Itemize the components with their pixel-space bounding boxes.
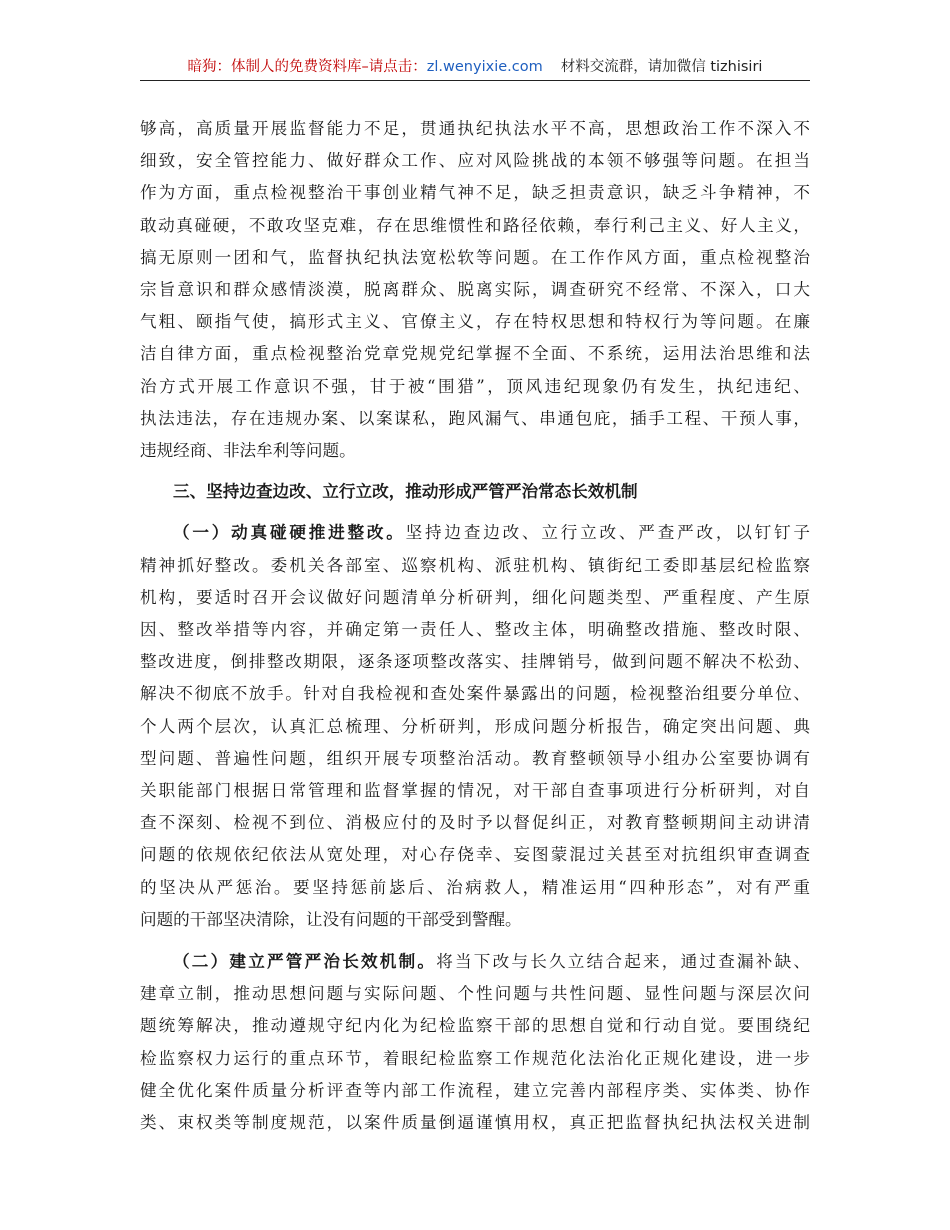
text-line xyxy=(140,516,810,549)
text-line: 治方式开展工作意识不强，甘于被“围猎”，顶风违纪现象仍有发生，执纪违纪、 xyxy=(140,376,810,396)
text-line xyxy=(140,945,810,978)
text-line: 宗旨意识和群众感情淡漠，脱离群众、脱离实际，调查研究不经常、不深入，口大 xyxy=(140,280,810,300)
text-line: 气粗、颐指气使，搞形式主义、官僚主义，存在特权思想和特权行为等问题。在廉 xyxy=(140,312,810,332)
header-url-link[interactable]: zl.wenyixie.com xyxy=(426,59,543,75)
text-line: 解决不彻底不放手。针对自我检视和查处案件暴露出的问题，检视整治组要分单位、 xyxy=(140,684,810,704)
subsection-heading-1: （一）动真碰硬推进整改。 xyxy=(173,522,406,543)
text-line: 型问题、普遍性问题，组织开展专项整治活动。教育整顿领导小组办公室要协调有 xyxy=(140,748,810,768)
paragraph-long-term-mechanism xyxy=(140,945,810,1139)
text-line: 执法违法，存在违规办案、以案谋私，跑风漏气、串通包庇，插手工程、干预人事， xyxy=(140,408,810,428)
text-line: 关职能部门根据日常管理和监督掌握的情况，对干部自查事项进行分析研判，对自 xyxy=(140,781,810,801)
text-line: 机构，要适时召开会议做好问题清单分析研判，细化问题类型、严重程度、产生原 xyxy=(140,587,810,607)
text-line: 作为方面，重点检视整治干事创业精气神不足，缺乏担责意识，缺乏斗争精神，不 xyxy=(140,183,810,203)
text-run: 坚持边查边改、立行立改、严查严改，以钉钉子 xyxy=(405,523,810,543)
text-line: 够高，高质量开展监督能力不足，贯通执纪执法水平不高，思想政治工作不深入不 xyxy=(140,119,810,138)
text-line: 建章立制，推动思想问题与实际问题、个性问题与共性问题、显性问题与深层次问 xyxy=(140,984,810,1004)
text-line: 查不深刻、检视不到位、消极应付的及时予以督促纠正，对教育整顿期间主动讲清 xyxy=(140,813,810,833)
section-heading-3: 三、坚持边查边改、立行立改，推动形成严管严治常态长效机制 xyxy=(173,481,638,502)
text-line: 题统筹解决，推动遵规守纪内化为纪检监察干部的思想自觉和行动自觉。要围绕纪 xyxy=(140,1016,810,1036)
text-line: 细致，安全管控能力、做好群众工作、应对风险挑战的本领不够强等问题。在担当 xyxy=(140,151,810,171)
text-line: 敢动真碰硬，不敢攻坚克难，存在思维惯性和路径依赖，奉行利己主义、好人主义， xyxy=(140,215,810,235)
paragraph-inspection-focus xyxy=(140,113,810,467)
text-line: 健全优化案件质量分析评查等内部工作流程，建立完善内部程序类、实体类、协作 xyxy=(140,1080,810,1100)
header-site-name: 暗狗：体制人的免费资料库 xyxy=(187,59,362,75)
text-line: 问题的依规依纪依法从宽处理，对心存侥幸、妄图蒙混过关甚至对抗组织审查调查 xyxy=(140,845,810,865)
text-line: 精神抓好整改。委机关各部室、巡察机构、派驻机构、镇街纪工委即基层纪检监察 xyxy=(140,555,810,575)
document-body xyxy=(140,113,810,1139)
text-line: 检监察权力运行的重点环节，着眼纪检监察工作规范化法治化正规化建设，进一步 xyxy=(140,1048,810,1068)
page-header xyxy=(140,54,810,81)
text-line: 的坚决从严惩治。要坚持惩前毖后、治病救人，精准运用“四种形态”，对有严重 xyxy=(140,877,810,897)
header-prompt: –请点击： xyxy=(361,59,427,75)
text-line: 搞无原则一团和气，监督执纪执法宽松软等问题。在工作作风方面，重点检视整治 xyxy=(140,247,810,267)
text-line: 违规经商、非法牟利等问题。 xyxy=(140,441,356,461)
text-line: 因、整改举措等内容，并确定第一责任人、整改主体，明确整改措施、整改时限、 xyxy=(140,620,810,640)
text-line: 个人两个层次，认真汇总梳理、分析研判，形成问题分析报告，确定突出问题、典 xyxy=(140,716,810,736)
text-line: 问题的干部坚决清除，让没有问题的干部受到警醒。 xyxy=(140,909,522,929)
subsection-heading-2: （二）建立严管严治长效机制。 xyxy=(173,951,437,972)
text-line: 洁自律方面，重点检视整治党章党规党纪掌握不全面、不系统，运用法治思维和法 xyxy=(140,344,810,364)
paragraph-rectification xyxy=(140,516,810,936)
text-line: 类、束权类等制度规范，以案件质量倒逼谨慎用权，真正把监督执纪执法权关进制 xyxy=(140,1113,810,1133)
text-line: 整改进度，倒排整改期限，逐条逐项整改落实、挂牌销号，做到问题不解决不松劲、 xyxy=(140,652,810,672)
text-run: 将当下改与长久立结合起来，通过查漏补缺、 xyxy=(436,952,810,972)
header-group-note: 材料交流群，请加微信 tizhisiri xyxy=(560,59,763,75)
